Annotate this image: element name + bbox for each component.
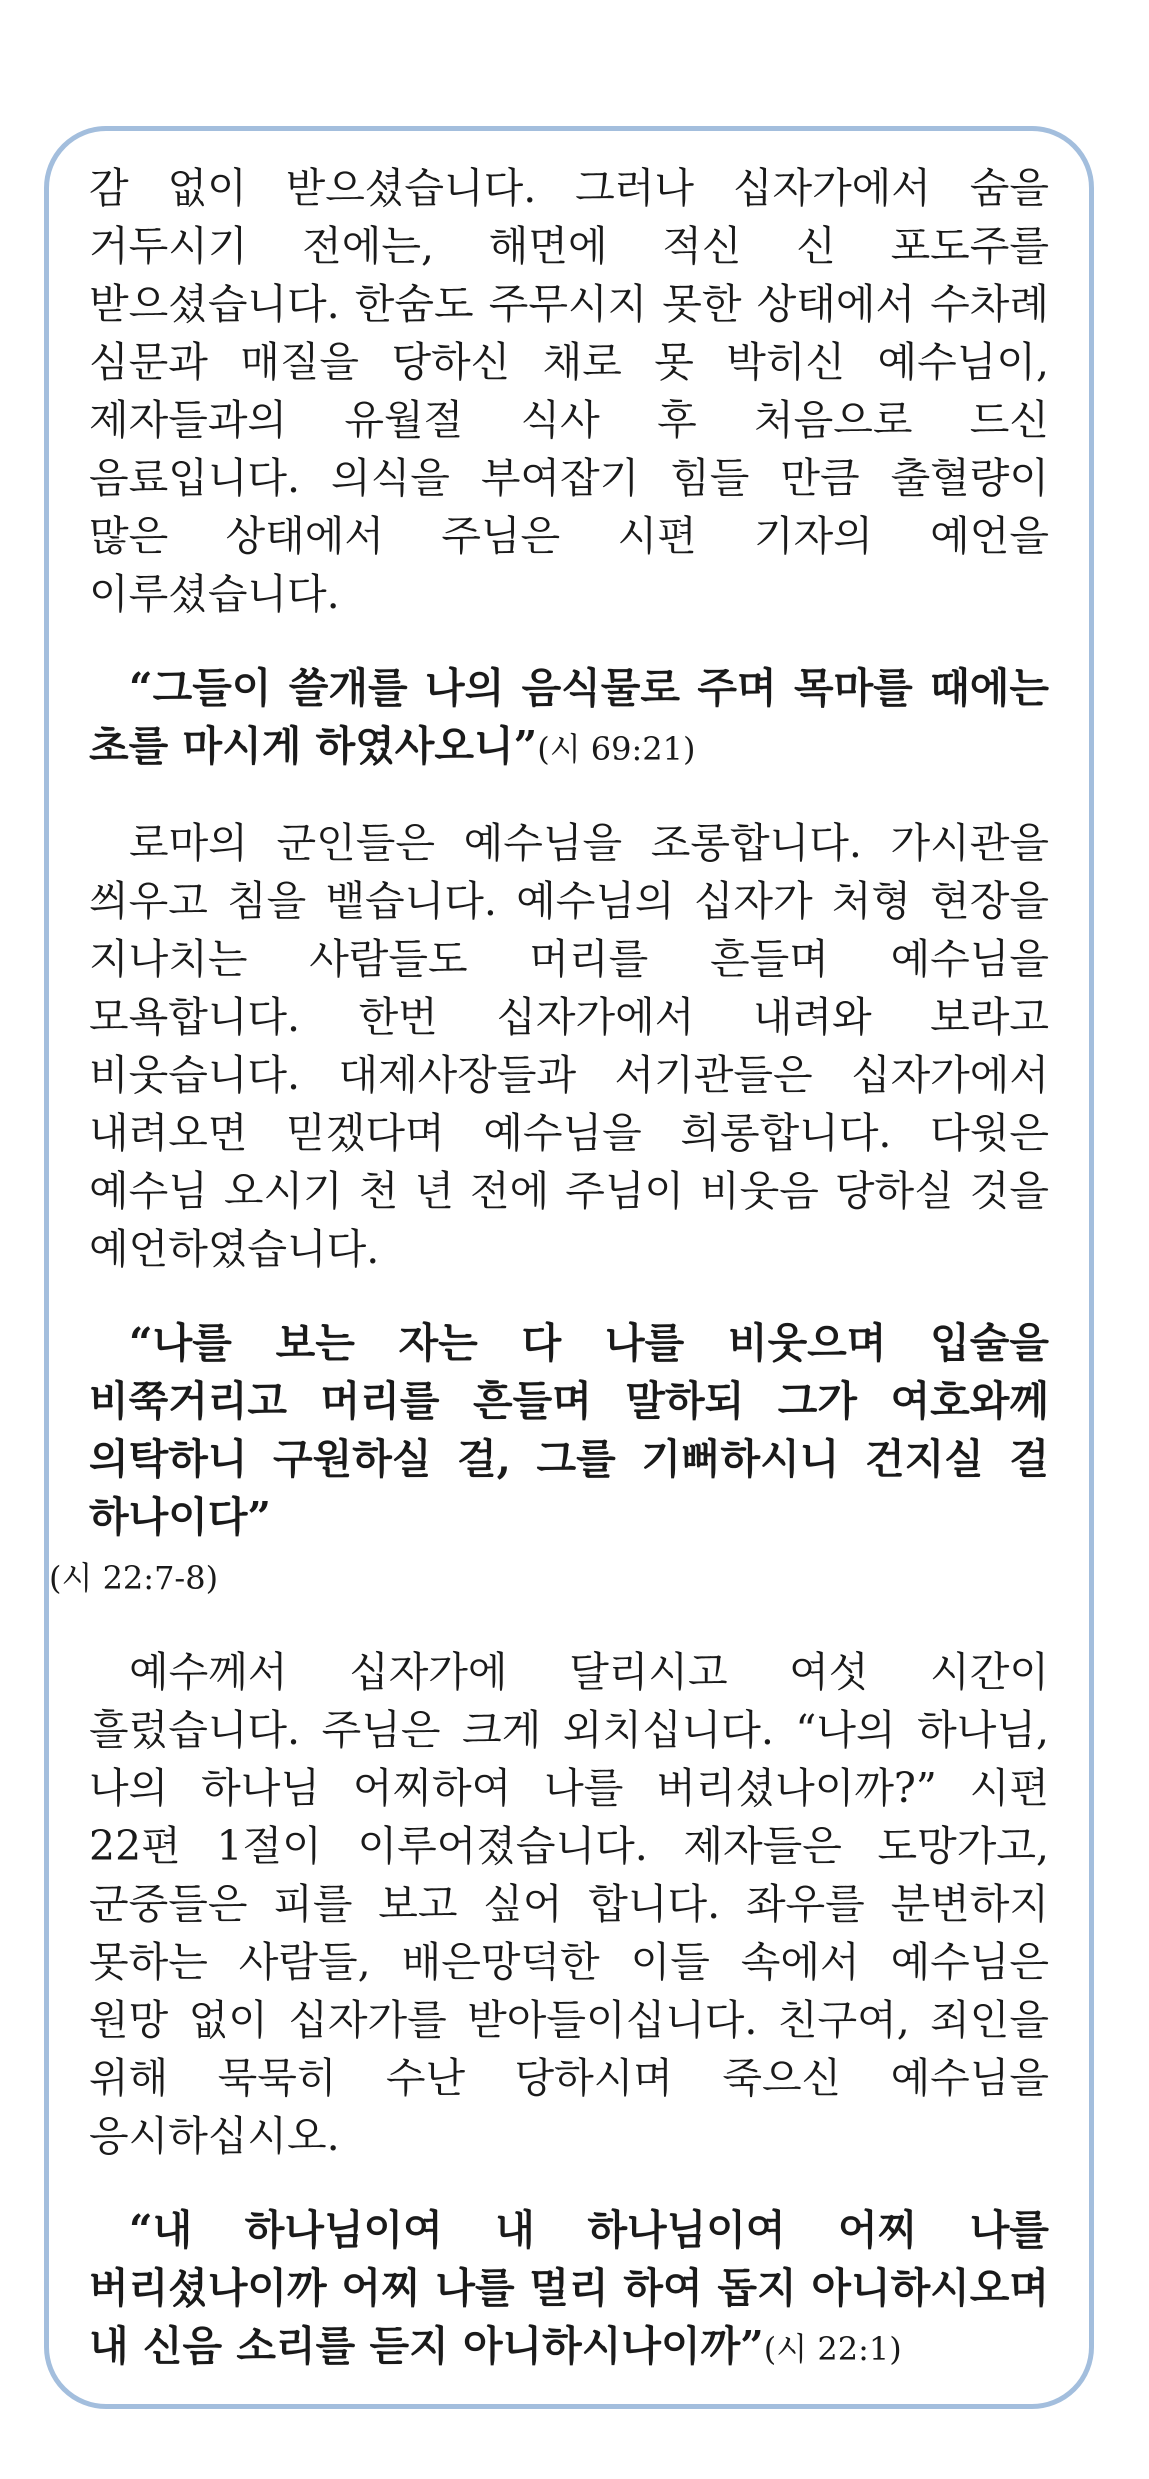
quote-reference-2: (시 22:7-8) <box>49 1559 219 1597</box>
paragraph-2: 로마의 군인들은 예수님을 조롱합니다. 가시관을 씌우고 침을 뱉습니다. 예수님의 십자가 처형 현장을 지나치는 사람들도 머리를 흔들며 예수님을 모욕합니다. 한번 십자가에서 내려와 보라고 비웃습니다. 대제사장들과 서기관들은 십자가에서 내려오면 믿겠다며 예수님을 희롱합니다. 다윗은 예수님 오시기 천 년 전에 주님이 비웃음 당하실 것을 예언하였습니다. <box>89 819 1049 1273</box>
paragraph-1: 감 없이 받으셨습니다. 그러나 십자가에서 숨을 거두시기 전에는, 해면에 적신 신 포도주를 받으셨습니다. 한숨도 주무시지 못한 상태에서 수차례 심문과 매질을 당하신 채로 못 박히신 예수님이, 제자들과의 유월절 식사 후 처음으로 드신 음료입니다. 의식을 부여잡기 힘들 만큼 출혈량이 많은 상태에서 주님은 시편 기자의 예언을 이루셨습니다. <box>89 164 1049 618</box>
quote-text-2: “나를 보는 자는 다 나를 비웃으며 입술을 비쭉거리고 머리를 흔들며 말하되 그가 여호와께 의탁하니 구원하실 걸, 그를 기뻐하시니 건지실 걸 하나이다” <box>89 1319 1049 1541</box>
paragraph-3: 예수께서 십자가에 달리시고 여섯 시간이 흘렀습니다. 주님은 크게 외치십니다. “나의 하나님, 나의 하나님 어찌하여 나를 버리셨나이까?” 시편 22편 1절이 이루어졌습니다. 제자들은 도망가고, 군중들은 피를 보고 싶어 합니다. 좌우를 분변하지 못하는 사람들, 배은망덕한 이들 속에서 예수님은 원망 없이 십자가를 받아들이십니다. 친구여, 죄인을 위해 묵묵히 수난 당하시며 죽으신 예수님을 응시하십시오. <box>89 1648 1049 2160</box>
quote-text-3: “내 하나님이여 내 하나님이여 어찌 나를 버리셨나이까 어찌 나를 멀리 하여 돕지 아니하시오며 내 신음 소리를 듣지 아니하시나이까” <box>89 2206 1049 2370</box>
text-frame <box>44 126 1094 2409</box>
scripture-quote-3 <box>89 2201 1049 2378</box>
scripture-quote-2 <box>49 1314 1049 1607</box>
quote-reference-1: (시 69:21) <box>537 730 696 768</box>
quote-text-1: “그들이 쓸개를 나의 음식물로 주며 목마를 때에는 초를 마시게 하였사오니” <box>89 664 1049 770</box>
devotional-text <box>49 159 1049 2378</box>
quote-reference-3: (시 22:1) <box>763 2330 902 2368</box>
scripture-quote-1 <box>89 659 1049 778</box>
